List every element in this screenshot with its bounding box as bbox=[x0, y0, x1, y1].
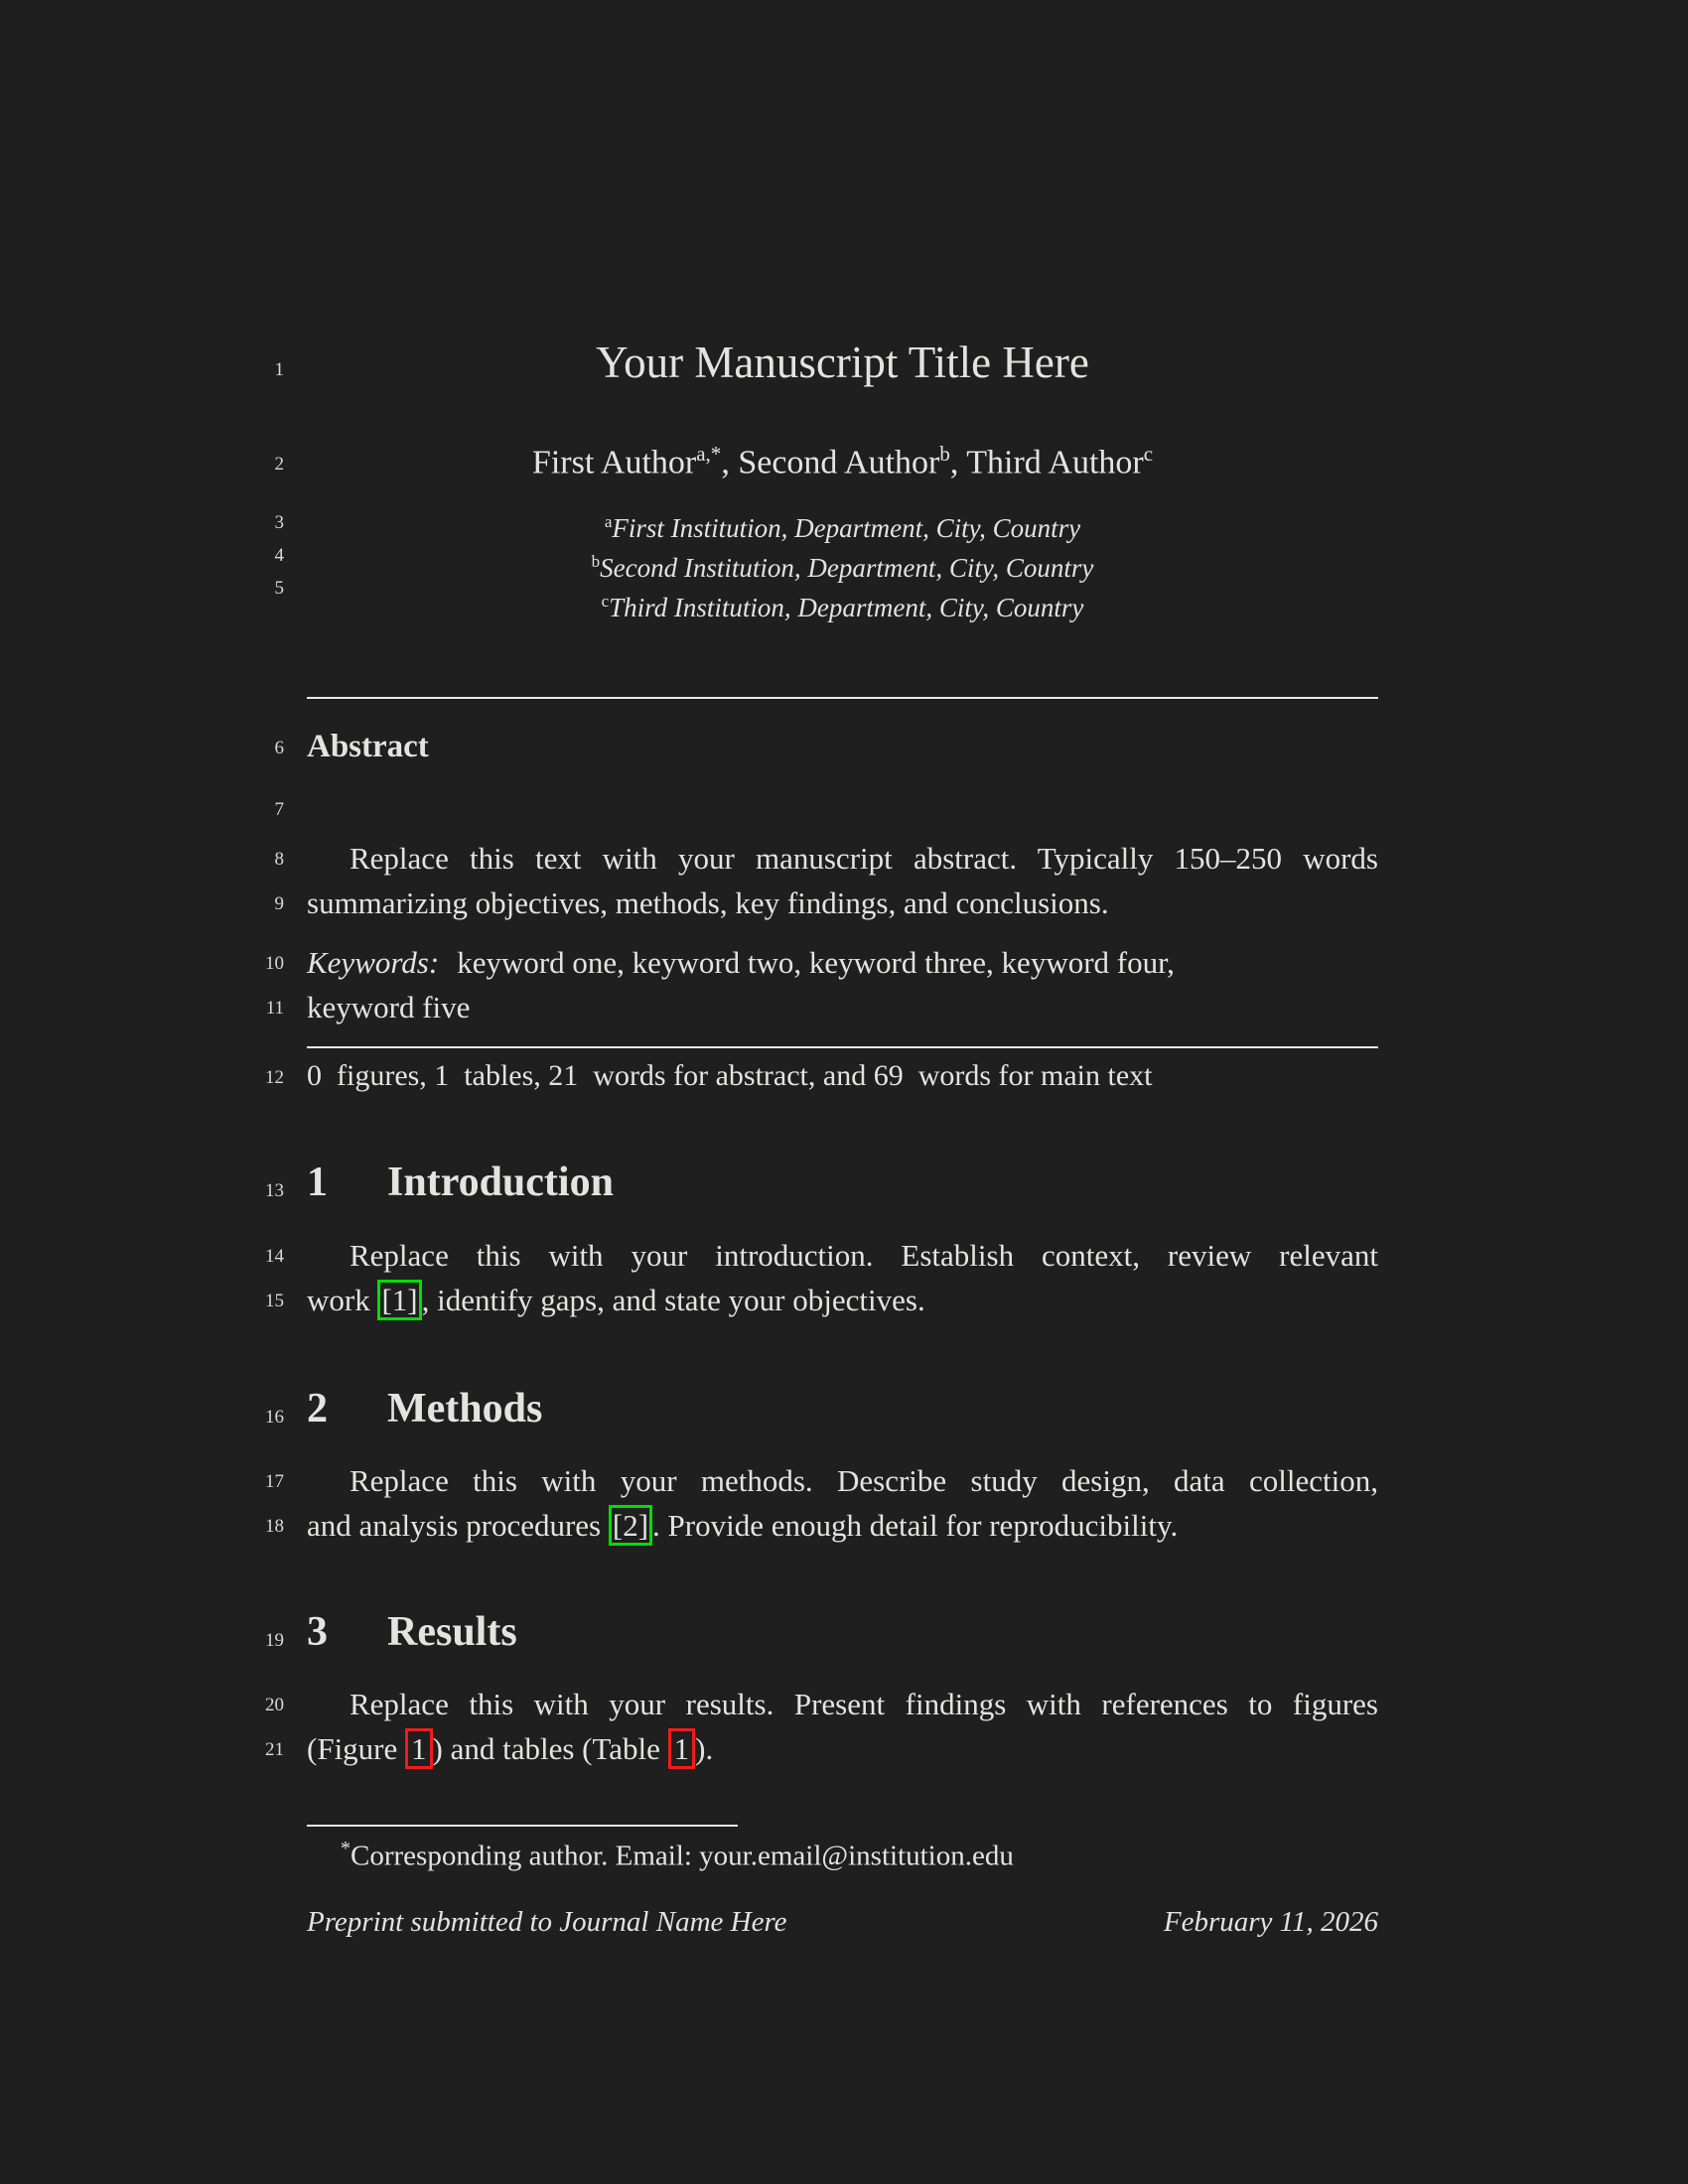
citation-link[interactable]: [2] bbox=[609, 1505, 652, 1546]
manuscript-line bbox=[307, 884, 1378, 923]
line-number: 11 bbox=[265, 998, 284, 1019]
line-number: 3 bbox=[274, 512, 284, 533]
affiliation-text: First Institution, Department, City, Country bbox=[612, 513, 1081, 543]
line-number: 19 bbox=[265, 1630, 284, 1651]
line-number: 9 bbox=[274, 893, 284, 914]
body-text: . Provide enough detail for reproducibility. bbox=[652, 1508, 1179, 1543]
body-text: (Figure bbox=[307, 1731, 406, 1766]
abstract-bottom-rule bbox=[307, 1046, 1378, 1048]
manuscript-line bbox=[307, 1685, 1378, 1724]
section-title: Results bbox=[387, 1609, 517, 1655]
page-footer bbox=[307, 1906, 1378, 1939]
line-number: 17 bbox=[265, 1471, 284, 1492]
manuscript-line bbox=[307, 1056, 1378, 1096]
internal-ref-link[interactable]: 1 bbox=[405, 1728, 433, 1769]
line-number: 16 bbox=[265, 1407, 284, 1428]
line-number: 4 bbox=[274, 545, 284, 566]
author-separator: , bbox=[949, 444, 967, 481]
internal-ref-link[interactable]: 1 bbox=[668, 1728, 696, 1769]
body-text: keyword five bbox=[307, 990, 471, 1024]
section-heading-methods bbox=[307, 1386, 542, 1432]
affiliation-mark: c bbox=[601, 592, 610, 611]
footnote-marker: * bbox=[341, 1838, 351, 1859]
body-text: ) and tables (Table bbox=[432, 1731, 668, 1766]
affiliations-block bbox=[307, 505, 1378, 624]
line-number: 15 bbox=[265, 1291, 284, 1311]
line-number: 20 bbox=[265, 1695, 284, 1715]
footnote-text: Corresponding author. Email: your.email@institution.edu bbox=[351, 1840, 1014, 1872]
abstract-heading: Abstract bbox=[307, 729, 429, 764]
affiliation-line bbox=[307, 545, 1378, 585]
line-number: 10 bbox=[265, 953, 284, 974]
line-number: 7 bbox=[274, 799, 284, 820]
author-name: Third Author bbox=[966, 444, 1144, 481]
affiliation-mark: a bbox=[604, 512, 613, 531]
keywords-label: Keywords: bbox=[307, 945, 440, 980]
section-number: 1 bbox=[307, 1160, 328, 1205]
author-line bbox=[307, 443, 1378, 481]
line-number: 8 bbox=[274, 849, 284, 870]
body-text: Replace this with your introduction. Establish context, review relevant bbox=[350, 1238, 1378, 1273]
author-separator: , bbox=[721, 444, 739, 481]
section-number: 2 bbox=[307, 1386, 328, 1432]
author-affiliation-mark: a,* bbox=[696, 442, 722, 466]
manuscript-line bbox=[307, 1729, 1378, 1769]
body-text: ). bbox=[695, 1731, 714, 1766]
line-number: 13 bbox=[265, 1180, 284, 1201]
body-text: Replace this with your methods. Describe study design, data collection, bbox=[350, 1463, 1378, 1498]
section-heading-results bbox=[307, 1609, 517, 1655]
section-heading-introduction bbox=[307, 1160, 614, 1205]
corresponding-author-footnote bbox=[307, 1838, 1378, 1873]
submission-date: February 11, 2026 bbox=[1163, 1906, 1378, 1938]
body-text: summarizing objectives, methods, key findings, and conclusions. bbox=[307, 886, 1109, 920]
manuscript-line bbox=[307, 1506, 1378, 1546]
affiliation-text: Second Institution, Department, City, Country bbox=[600, 553, 1094, 583]
line-number: 6 bbox=[274, 738, 284, 758]
body-text: keyword one, keyword two, keyword three, keyword four, bbox=[457, 945, 1175, 980]
manuscript-title: Your Manuscript Title Here bbox=[596, 338, 1089, 387]
line-number: 21 bbox=[265, 1739, 284, 1760]
affiliation-text: Third Institution, Department, City, Country bbox=[609, 593, 1084, 622]
body-text: , identify gaps, and state your objectives. bbox=[421, 1283, 925, 1317]
author-affiliation-mark: b bbox=[939, 442, 950, 466]
affiliation-line bbox=[307, 505, 1378, 545]
line-number: 18 bbox=[265, 1516, 284, 1537]
line-number: 5 bbox=[274, 578, 284, 599]
manuscript-line bbox=[307, 1461, 1378, 1501]
manuscript-line bbox=[307, 943, 1378, 983]
footnote-rule bbox=[307, 1825, 738, 1827]
section-number: 3 bbox=[307, 1609, 328, 1655]
body-text: Replace this text with your manuscript abstract. Typically 150–250 words bbox=[350, 841, 1378, 876]
body-text: work bbox=[307, 1283, 378, 1317]
author-name: Second Author bbox=[738, 444, 940, 481]
line-number: 14 bbox=[265, 1246, 284, 1267]
section-title: Introduction bbox=[387, 1160, 614, 1205]
body-text: 0 figures, 1 tables, 21 words for abstract, and 69 words for main text bbox=[307, 1059, 1153, 1092]
affiliation-mark: b bbox=[591, 552, 601, 571]
section-title: Methods bbox=[387, 1386, 543, 1432]
author-name: First Author bbox=[531, 444, 697, 481]
author-affiliation-mark: c bbox=[1143, 442, 1154, 466]
body-text: and analysis procedures bbox=[307, 1508, 609, 1543]
manuscript-line bbox=[307, 839, 1378, 879]
manuscript-line bbox=[307, 988, 1378, 1027]
citation-link[interactable]: [1] bbox=[377, 1280, 421, 1320]
manuscript-line bbox=[307, 1281, 1378, 1320]
body-text: Replace this with your results. Present findings with references to figures bbox=[350, 1687, 1378, 1721]
manuscript-line bbox=[307, 1236, 1378, 1276]
line-number: 1 bbox=[274, 359, 284, 380]
line-number: 2 bbox=[274, 454, 284, 475]
abstract-top-rule bbox=[307, 697, 1378, 699]
line-number: 12 bbox=[265, 1067, 284, 1088]
preprint-statement: Preprint submitted to Journal Name Here bbox=[307, 1906, 787, 1938]
affiliation-line bbox=[307, 585, 1378, 624]
